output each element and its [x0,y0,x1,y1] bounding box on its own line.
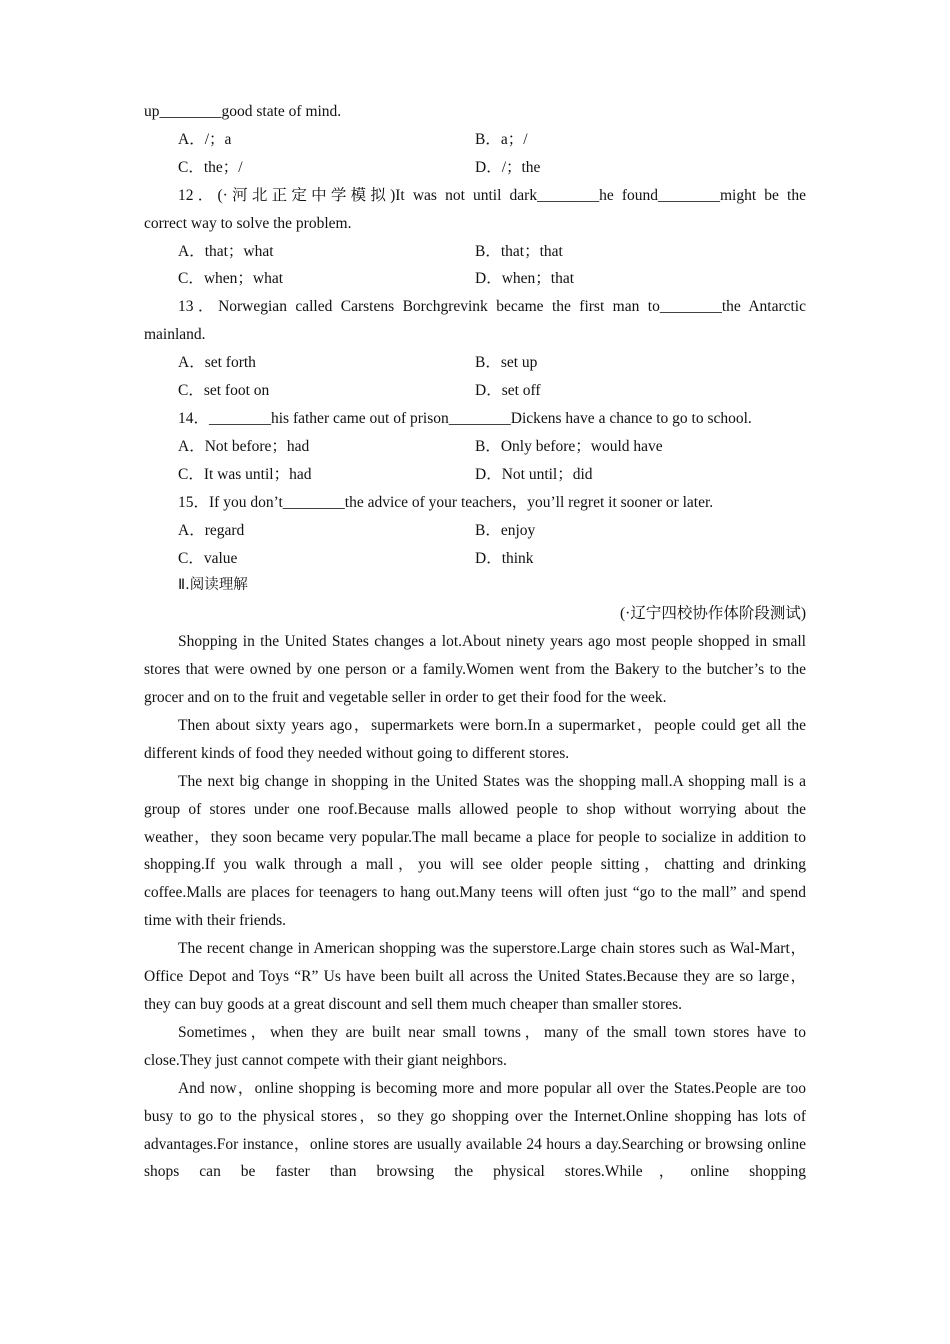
passage-source: (·辽宁四校协作体阶段测试) [620,605,806,623]
q14-option-a: A．Not before；had [178,437,310,455]
q11-tail: up________good state of mind. [144,103,342,120]
q13-option-a: A．set forth [178,354,256,372]
q14-option-b: B．Only before；would have [475,437,663,455]
q12-option-d: D．when；that [475,270,575,288]
q12-option-c: C．when；what [178,270,284,288]
q15-option-b: B．enjoy [475,521,536,539]
q15-options-row1 [144,517,806,545]
q15-option-a: A．regard [178,521,245,539]
q15-option-d: D．think [475,549,534,567]
q11-option-b: B．a；/ [475,130,528,148]
passage-paragraph-3: The next big change in shopping in the United States was the shopping mall.A shopping mall is a group of stores under one roof.Because malls allowed people to shop without worrying about the weather，they soon became very popular.The mall became a place for people to socialize in addition to shopping.If you walk through a mall，you will see older people sitting，chatting and drinking coffee.Malls are places for teenagers to hang out.Many teens will often just “go to the mall” and spend time with their friends. [144,772,806,930]
q12-options-row1 [144,238,806,266]
section-title: Ⅱ.阅读理解 [178,577,248,594]
q15-option-c: C．value [178,549,238,567]
passage-paragraph-4: The recent change in American shopping was the superstore.Large chain stores such as Wal-Mart，Office Depot and Toys “R” Us have been built all across the United States.Because they are so large，they can buy goods at a great discount and sell them much cheaper than smaller stores. [144,940,806,1013]
q13-option-c: C．set foot on [178,382,270,400]
q13-option-b: B．set up [475,354,538,372]
q12-stem: 12．(·河北正定中学模拟)It was not until dark________he found________might be the [178,186,806,204]
q13-stem: 13．Norwegian called Carstens Borchgrevink became the first man to________the Antarctic [178,298,806,316]
q14-option-c: C．It was until；had [178,465,312,483]
q12-options-row2 [144,265,806,293]
q14-option-d: D．Not until；did [475,465,593,483]
document-page [144,98,806,1186]
q13-options-row1 [144,349,806,377]
q15-stem: 15．If you don’t________the advice of your teachers，you’ll regret it sooner or later. [178,493,714,511]
q13-stem-continued: mainland. [144,326,206,344]
q11-option-a: A．/；a [178,130,232,148]
passage-paragraph-6: And now，online shopping is becoming more and more popular all over the States.People are too busy to go to the physical stores，so they go shopping over the Internet.Online shopping has lots of advantages.For instance，online stores are usually available 24 hours a day.Searching or browsing online shops can be faster than browsing the physical stores.While，online shopping [144,1079,806,1181]
q15-options-row2 [144,545,806,573]
reading-passage [144,628,806,1186]
passage-paragraph-5: Sometimes，when they are built near small towns，many of the small town stores have to close.They just cannot compete with their giant neighbors. [144,1023,806,1069]
q14-options-row1 [144,433,806,461]
q14-options-row2 [144,461,806,489]
q12-stem-continued: correct way to solve the problem. [144,214,352,232]
q11-option-c: C．the；/ [178,158,243,176]
q11-option-d: D．/；the [475,158,541,176]
q12-option-b: B．that；that [475,242,563,260]
q14-stem: 14．________his father came out of prison________Dickens have a chance to go to school. [178,409,752,427]
q12-option-a: A．that；what [178,242,274,260]
q11-options-row2 [144,154,806,182]
passage-paragraph-1: Shopping in the United States changes a lot.About ninety years ago most people shopped in small stores that were owned by one person or a family.Women went from the Bakery to the butcher’s to the grocer and on to the fruit and vegetable seller in order to get their food for the week. [144,633,806,707]
q13-options-row2 [144,377,806,405]
passage-paragraph-2: Then about sixty years ago，supermarkets were born.In a supermarket，people could get all the different kinds of food they needed without going to different stores. [144,716,806,762]
q13-option-d: D．set off [475,382,541,400]
q11-options-row1 [144,126,806,154]
